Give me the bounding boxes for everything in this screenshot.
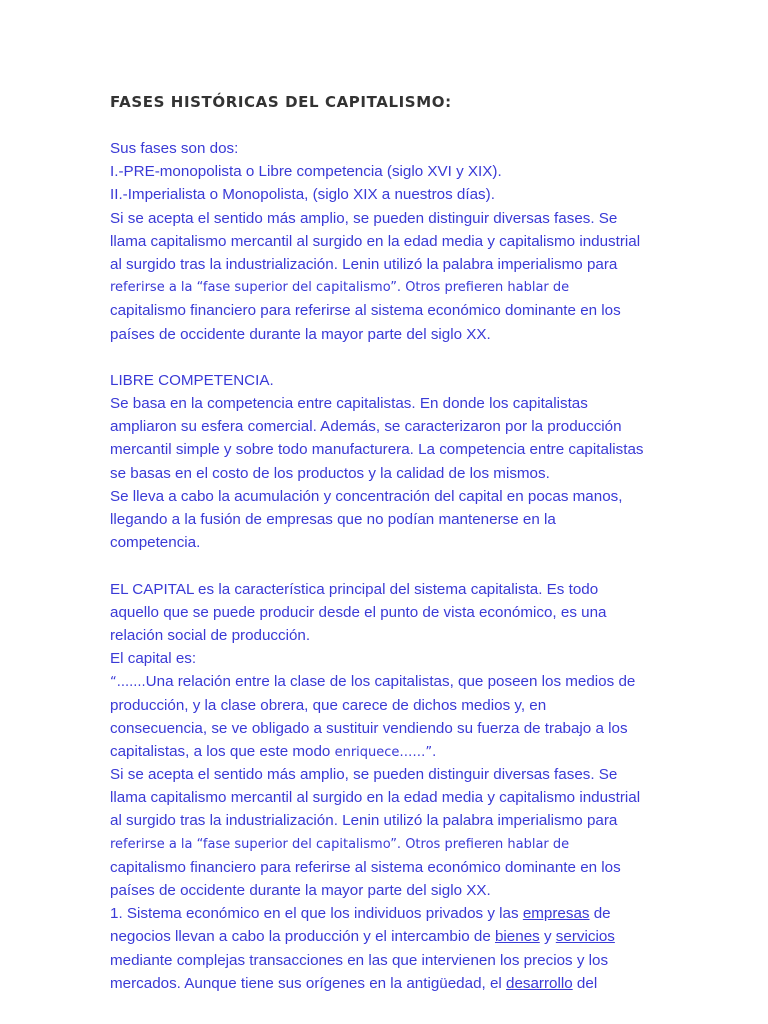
text-line: capitalismo financiero para referirse al sistema económico dominante en los bbox=[110, 858, 621, 876]
text-line: II.-Imperialista o Monopolista, (siglo XIX a nuestros días). bbox=[110, 186, 495, 204]
section-heading: LIBRE COMPETENCIA. bbox=[110, 371, 274, 389]
link-servicios[interactable]: servicios bbox=[555, 928, 615, 946]
text-line: I.-PRE-monopolista o Libre competencia (siglo XVI y XIX). bbox=[110, 163, 502, 181]
link-empresas[interactable]: empresas bbox=[522, 905, 590, 923]
text-segment: negocios llevan a cabo la producción y el intercambio de bbox=[110, 928, 495, 946]
document-body bbox=[110, 137, 760, 995]
text-line: EL CAPITAL es la característica principal del sistema capitalista. Es todo bbox=[110, 580, 599, 598]
text-line: llegando a la fusión de empresas que no podían mantenerse en la bbox=[110, 511, 556, 528]
text-line: consecuencia, se ve obligado a sustituir vendiendo su fuerza de trabajo a los bbox=[110, 719, 628, 737]
text-line bbox=[110, 925, 760, 948]
text-line bbox=[110, 902, 760, 925]
link-bienes[interactable]: bienes bbox=[494, 928, 540, 946]
text-line: países de occidente durante la mayor parte del siglo XX. bbox=[110, 325, 491, 343]
text-line: llama capitalismo mercantil al surgido en la edad media y capitalismo industrial bbox=[110, 232, 641, 250]
text-line: competencia. bbox=[110, 534, 201, 552]
quote-open: “....... bbox=[110, 675, 146, 691]
text-line: relación social de producción. bbox=[110, 626, 311, 644]
link-desarrollo[interactable]: desarrollo bbox=[506, 974, 573, 992]
paragraph-gap bbox=[110, 554, 760, 577]
text-line: Si se acepta el sentido más amplio, se pueden distinguir diversas fases. Se bbox=[110, 209, 618, 227]
text-line: referirse a la “fase superior del capitalismo”. Otros prefieren hablar de bbox=[110, 836, 570, 852]
paragraph-gap bbox=[110, 346, 760, 369]
text-line: Si se acepta el sentido más amplio, se pueden distinguir diversas fases. Se bbox=[110, 766, 618, 784]
text-line: referirse a la “fase superior del capitalismo”. Otros prefieren hablar de bbox=[110, 280, 570, 296]
text-line: Se basa en la competencia entre capitalistas. En donde los capitalistas bbox=[110, 395, 588, 413]
text-line: países de occidente durante la mayor parte del siglo XX. bbox=[110, 882, 491, 899]
quote-close: enriquece……”. bbox=[334, 744, 437, 760]
text-segment: 1. Sistema económico en el que los individuos privados y las bbox=[110, 905, 523, 923]
text-line: al surgido tras la industrialización. Lenin utilizó la palabra imperialismo para bbox=[110, 255, 618, 273]
text-segment: de bbox=[589, 905, 611, 923]
text-line: se basas en el costo de los productos y la calidad de los mismos. bbox=[110, 464, 550, 482]
text-line: aquello que se puede producir desde el punto de vista económico, es una bbox=[110, 603, 607, 621]
text-line: llama capitalismo mercantil al surgido en la edad media y capitalismo industrial bbox=[110, 789, 641, 807]
text-segment: mercados. Aunque tiene sus orígenes en la antigüedad, el bbox=[110, 974, 506, 992]
text-line: mercantil simple y sobre todo manufacturera. La competencia entre capitalistas bbox=[110, 441, 644, 459]
text-line: Se lleva a cabo la acumulación y concentración del capital en pocas manos, bbox=[110, 487, 623, 505]
text-line: producción, y la clase obrera, que carece de dichos medios y, en bbox=[110, 696, 547, 714]
text-segment: y bbox=[539, 928, 556, 946]
quote-line bbox=[110, 740, 760, 763]
text-line: Sus fases son dos: bbox=[110, 140, 239, 157]
quote-text: capitalistas, a los que este modo bbox=[110, 742, 335, 760]
quote-text: Una relación entre la clase de los capitalistas, que poseen los medios de bbox=[145, 673, 636, 691]
text-line bbox=[110, 972, 760, 995]
text-line: al surgido tras la industrialización. Lenin utilizó la palabra imperialismo para bbox=[110, 812, 618, 830]
text-line: mediante complejas transacciones en las que intervienen los precios y los bbox=[110, 951, 609, 969]
quote-line bbox=[110, 670, 760, 693]
text-segment: del bbox=[572, 974, 598, 992]
text-line: ampliaron su esfera comercial. Además, se caracterizaron por la producción bbox=[110, 418, 622, 436]
text-line: El capital es: bbox=[110, 650, 197, 668]
document-title: FASES HISTÓRICAS DEL CAPITALISMO: bbox=[110, 93, 452, 111]
text-line: capitalismo financiero para referirse al sistema económico dominante en los bbox=[110, 302, 621, 320]
